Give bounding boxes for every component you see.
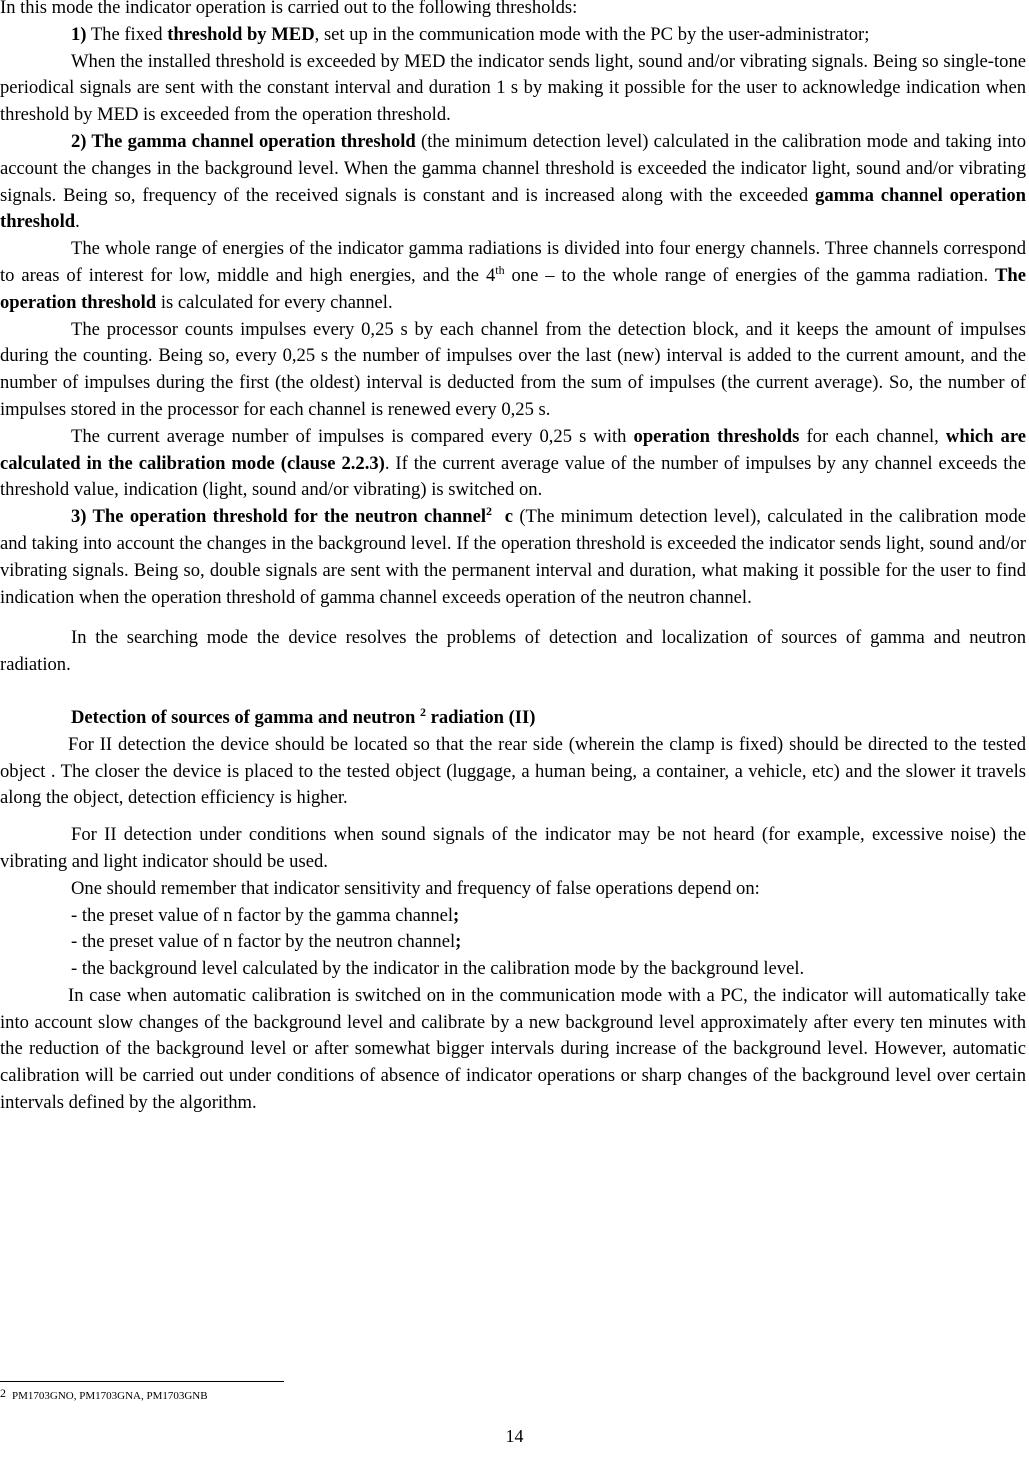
- bold-term: 2) The gamma channel operation threshold: [71, 130, 416, 152]
- paragraph-med-exceeded: When the installed threshold is exceeded by MED the indicator sends light, sound and/or vibrating signals. Being so single-tone periodical signals are sent with the constant interval and duration 1 s by making it possible for the user to acknowledge indication when threshold by MED is exceeded from the operation threshold.: [0, 50, 1026, 126]
- list-item: - the preset value of n factor by the gamma channel;: [71, 904, 460, 926]
- paragraph-auto-calibration: In case when automatic calibration is switched on in the communication mode with a PC, the indicator will automatically take into account slow changes of the background level and calibrate by a new background level approximately after every ten minutes with the reduction of the background level or after somewhat bigger intervals during increase of the background level. However, automatic calibration will be carried out under conditions of absence of indicator operations or sharp changes of the background level over certain intervals defined by the algorithm.: [0, 984, 1026, 1114]
- paragraph-average-compare: The current average number of impulses is compared every 0,25 s with operation thresholds for each channel, which are calculated in the calibration mode (clause 2.2.3). If the current average value of the number of impulses by any channel exceeds the threshold value, indication (light, sound and/or vibrating) is switched on.: [0, 425, 1026, 501]
- bold-term: The operation threshold: [0, 264, 1027, 313]
- paragraph-energy-channels: The whole range of energies of the indicator gamma radiations is divided into four energy channels. Three channels correspond to areas of interest for low, middle and high energies, and the 4th one – to the whole range of energies of the gamma radiation. The operation threshold is calculated for every channel.: [0, 238, 1027, 313]
- paragraph-detection-position: For II detection the device should be located so that the rear side (wherein the clamp is fixed) should be directed to the tested object . The closer the device is placed to the tested object (luggage, a human being, a container, a vehicle, etc) and the slower it travels along the object, detection efficiency is higher.: [0, 733, 1026, 809]
- footnote-text: PM1703GNO, PM1703GNA, PM1703GNB: [12, 1390, 208, 1402]
- paragraph-searching-mode: In the searching mode the device resolves the problems of detection and localization of sources of gamma and neutron radiation.: [0, 627, 1026, 676]
- paragraph-noise-conditions: For II detection under conditions when sound signals of the indicator may be not heard (for example, excessive noise) the vibrating and light indicator should be used.: [0, 824, 1026, 872]
- footnote-mark: 2: [0, 1386, 6, 1400]
- bold-term: gamma channel operation threshold: [0, 184, 1027, 233]
- bold-term: which are calculated in the calibration mode (clause 2.2.3): [0, 425, 1026, 474]
- footnote-ref[interactable]: 2: [486, 503, 492, 518]
- bold-term: c: [504, 506, 513, 528]
- bold-term: 3) The operation threshold for the neutron channel: [71, 506, 486, 528]
- paragraph-impulse-counting: The processor counts impulses every 0,25 s by each channel from the detection block, and it keeps the amount of impulses during the counting. Being so, every 0,25 s the number of impulses over the last (new) interval is added to the current amount, and the number of impulses during the first (the oldest) interval is deducted from the sum of impulses (the current average). So, the number of impulses stored in the processor for each channel is renewed every 0,25 s.: [0, 318, 1026, 420]
- paragraph-neutron-threshold: 3) The operation threshold for the neutron channel$^2$ c (The minimum detection level), calculated in the calibration mode and taking into account the changes in the background level. If the operation threshold is exceeded the indicator sends light, sound and/or vibrating signals. Being so, double signals are sent with the permanent interval and duration, what making it possible for the user to find indication when the operation threshold of gamma channel exceeds operation of the neutron channel.: [0, 503, 1027, 608]
- item-number: 1): [71, 23, 87, 45]
- paragraph-intro: In this mode the indicator operation is carried out to the following thresholds:: [0, 0, 578, 18]
- paragraph-gamma-threshold: 2) The gamma channel operation threshold (the minimum detection level) calculated in the calibration mode and taking into account the changes in the background level. When the gamma channel threshold is exceeded the indicator light, sound and/or vibrating signals. Being so, frequency of the received signals is constant and is increased along with the exceeded gamma channel operation threshold.: [0, 130, 1027, 233]
- section-heading: Detection of sources of gamma and neutron $^2$ radiation (II): [71, 704, 536, 728]
- bold-term: operation thresholds: [633, 425, 800, 447]
- list-item: - the preset value of n factor by the neutron channel;: [71, 931, 462, 953]
- page-number: 14: [505, 1426, 524, 1446]
- paragraph-threshold-med: 1) The fixed threshold by MED, set up in the communication mode with the PC by the user-administrator;: [71, 23, 870, 45]
- paragraph-sensitivity: One should remember that indicator sensitivity and frequency of false operations depend on:: [71, 877, 760, 899]
- bold-term: threshold by MED: [167, 23, 315, 45]
- footnote: [0, 1386, 208, 1403]
- footnote-divider: [0, 1381, 284, 1382]
- superscript: th: [495, 262, 505, 277]
- footnote-ref[interactable]: 2: [419, 704, 426, 719]
- list-item: - the background level calculated by the indicator in the calibration mode by the background level.: [71, 958, 805, 980]
